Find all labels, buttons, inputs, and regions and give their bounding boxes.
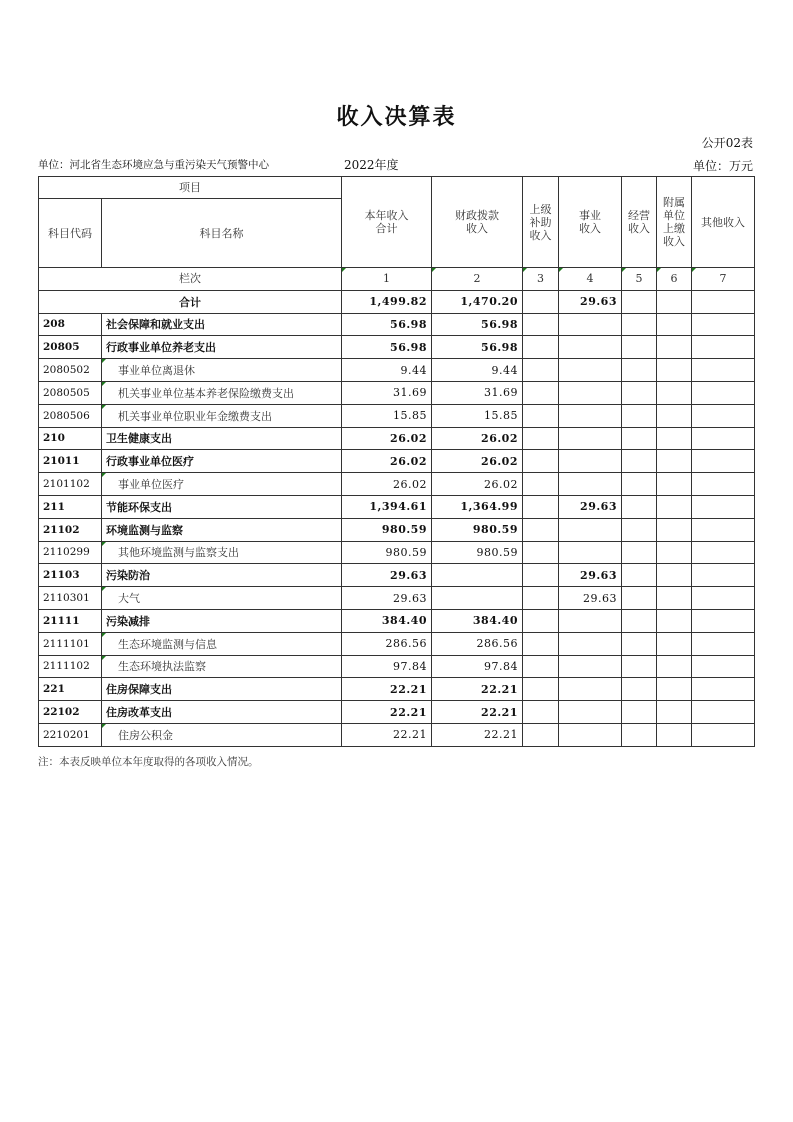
- other-income: [692, 313, 755, 336]
- other-income: [692, 609, 755, 632]
- table-row: [39, 359, 755, 382]
- footnote: 注：本表反映单位本年度取得的各项收入情况。: [38, 756, 259, 768]
- affiliated-unit-income: [657, 655, 692, 678]
- header-col6: 附属 单位 上缴 收入: [657, 177, 692, 268]
- operating-income: [622, 701, 657, 724]
- superior-subsidy: [523, 404, 559, 427]
- table-row: [39, 587, 755, 610]
- total-label: 合计: [39, 290, 342, 313]
- business-income: [559, 336, 622, 359]
- business-income: [559, 723, 622, 746]
- operating-income: [622, 564, 657, 587]
- table-row: [39, 518, 755, 541]
- other-income: [692, 632, 755, 655]
- table-row: [39, 564, 755, 587]
- business-income: 29.63: [559, 495, 622, 518]
- total-income: 22.21: [342, 678, 432, 701]
- superior-subsidy: [523, 723, 559, 746]
- fiscal-appropriation: [432, 587, 523, 610]
- other-income: [692, 564, 755, 587]
- fiscal-appropriation: 22.21: [432, 701, 523, 724]
- fiscal-appropriation: 22.21: [432, 723, 523, 746]
- total-col4: 29.63: [559, 290, 622, 313]
- subject-code: 2101102: [39, 473, 102, 496]
- column-index: 7: [692, 268, 755, 291]
- table-row: [39, 701, 755, 724]
- subject-code: 2110301: [39, 587, 102, 610]
- business-income: [559, 655, 622, 678]
- subject-name: 事业单位医疗: [102, 473, 342, 496]
- header-col7: 其他收入: [692, 177, 755, 268]
- subject-name: 行政事业单位养老支出: [102, 336, 342, 359]
- other-income: [692, 359, 755, 382]
- subject-name: 污染减排: [102, 609, 342, 632]
- affiliated-unit-income: [657, 450, 692, 473]
- affiliated-unit-income: [657, 587, 692, 610]
- table-row: [39, 609, 755, 632]
- other-income: [692, 723, 755, 746]
- operating-income: [622, 541, 657, 564]
- superior-subsidy: [523, 381, 559, 404]
- header-name: 科目名称: [102, 199, 342, 268]
- column-index: 5: [622, 268, 657, 291]
- total-income: 56.98: [342, 313, 432, 336]
- total-income: 384.40: [342, 609, 432, 632]
- subject-name: 事业单位离退休: [102, 359, 342, 382]
- affiliated-unit-income: [657, 427, 692, 450]
- reporting-unit: 单位：河北省生态环境应急与重污染天气预警中心: [38, 159, 269, 171]
- fiscal-appropriation: 9.44: [432, 359, 523, 382]
- business-income: [559, 313, 622, 336]
- other-income: [692, 381, 755, 404]
- other-income: [692, 655, 755, 678]
- table-row: [39, 723, 755, 746]
- superior-subsidy: [523, 427, 559, 450]
- subject-name: 住房保障支出: [102, 678, 342, 701]
- subject-name: 生态环境监测与信息: [102, 632, 342, 655]
- subject-code: 21011: [39, 450, 102, 473]
- subject-code: 211: [39, 495, 102, 518]
- affiliated-unit-income: [657, 723, 692, 746]
- total-income: 26.02: [342, 473, 432, 496]
- superior-subsidy: [523, 678, 559, 701]
- header-project: 项目: [39, 177, 342, 199]
- header-col4: 事业 收入: [559, 177, 622, 268]
- other-income: [692, 473, 755, 496]
- affiliated-unit-income: [657, 495, 692, 518]
- business-income: [559, 427, 622, 450]
- total-col5: [622, 290, 657, 313]
- table-row: [39, 541, 755, 564]
- operating-income: [622, 427, 657, 450]
- operating-income: [622, 632, 657, 655]
- subject-name: 卫生健康支出: [102, 427, 342, 450]
- table-row: [39, 473, 755, 496]
- other-income: [692, 701, 755, 724]
- superior-subsidy: [523, 495, 559, 518]
- subject-code: 21103: [39, 564, 102, 587]
- superior-subsidy: [523, 609, 559, 632]
- column-index: 1: [342, 268, 432, 291]
- header-code: 科目代码: [39, 199, 102, 268]
- affiliated-unit-income: [657, 609, 692, 632]
- subject-code: 208: [39, 313, 102, 336]
- fiscal-appropriation: 26.02: [432, 473, 523, 496]
- business-income: [559, 518, 622, 541]
- operating-income: [622, 655, 657, 678]
- subject-code: 2080506: [39, 404, 102, 427]
- affiliated-unit-income: [657, 336, 692, 359]
- operating-income: [622, 450, 657, 473]
- total-income: 1,394.61: [342, 495, 432, 518]
- table-row: [39, 381, 755, 404]
- fiscal-appropriation: 15.85: [432, 404, 523, 427]
- other-income: [692, 518, 755, 541]
- superior-subsidy: [523, 336, 559, 359]
- superior-subsidy: [523, 701, 559, 724]
- affiliated-unit-income: [657, 518, 692, 541]
- fiscal-appropriation: 26.02: [432, 450, 523, 473]
- total-income: 26.02: [342, 450, 432, 473]
- column-index: 4: [559, 268, 622, 291]
- operating-income: [622, 609, 657, 632]
- total-income: 15.85: [342, 404, 432, 427]
- fiscal-appropriation: 384.40: [432, 609, 523, 632]
- subject-name: 住房公积金: [102, 723, 342, 746]
- total-income: 97.84: [342, 655, 432, 678]
- business-income: [559, 701, 622, 724]
- table-row: [39, 632, 755, 655]
- total-income: 26.02: [342, 427, 432, 450]
- other-income: [692, 336, 755, 359]
- superior-subsidy: [523, 587, 559, 610]
- total-col1: 1,499.82: [342, 290, 432, 313]
- subject-name: 社会保障和就业支出: [102, 313, 342, 336]
- total-income: 980.59: [342, 541, 432, 564]
- business-income: 29.63: [559, 587, 622, 610]
- subject-code: 21102: [39, 518, 102, 541]
- affiliated-unit-income: [657, 359, 692, 382]
- table-row: [39, 336, 755, 359]
- subject-name: 住房改革支出: [102, 701, 342, 724]
- business-income: [559, 678, 622, 701]
- operating-income: [622, 678, 657, 701]
- table-row: [39, 404, 755, 427]
- subject-code: 210: [39, 427, 102, 450]
- total-col6: [657, 290, 692, 313]
- total-income: 22.21: [342, 723, 432, 746]
- operating-income: [622, 313, 657, 336]
- superior-subsidy: [523, 359, 559, 382]
- subject-name: 大气: [102, 587, 342, 610]
- header-col5: 经营 收入: [622, 177, 657, 268]
- table-row: [39, 655, 755, 678]
- affiliated-unit-income: [657, 564, 692, 587]
- affiliated-unit-income: [657, 381, 692, 404]
- income-table: [38, 176, 755, 747]
- table-row: [39, 427, 755, 450]
- subject-code: 2110299: [39, 541, 102, 564]
- header-col3: 上级 补助 收入: [523, 177, 559, 268]
- affiliated-unit-income: [657, 313, 692, 336]
- affiliated-unit-income: [657, 473, 692, 496]
- subject-code: 2080502: [39, 359, 102, 382]
- total-col2: 1,470.20: [432, 290, 523, 313]
- subject-name: 污染防治: [102, 564, 342, 587]
- subject-code: 2111101: [39, 632, 102, 655]
- column-index-label: 栏次: [39, 268, 342, 291]
- business-income: 29.63: [559, 564, 622, 587]
- subject-code: 2080505: [39, 381, 102, 404]
- operating-income: [622, 495, 657, 518]
- column-index: 3: [523, 268, 559, 291]
- table-row: [39, 450, 755, 473]
- fiscal-appropriation: 1,364.99: [432, 495, 523, 518]
- column-index: 2: [432, 268, 523, 291]
- subject-code: 2111102: [39, 655, 102, 678]
- fiscal-appropriation: 56.98: [432, 313, 523, 336]
- fiscal-year: 2022年度: [344, 158, 399, 172]
- subject-code: 21111: [39, 609, 102, 632]
- business-income: [559, 541, 622, 564]
- fiscal-appropriation: 26.02: [432, 427, 523, 450]
- subject-code: 22102: [39, 701, 102, 724]
- operating-income: [622, 359, 657, 382]
- subject-name: 节能环保支出: [102, 495, 342, 518]
- affiliated-unit-income: [657, 541, 692, 564]
- other-income: [692, 678, 755, 701]
- subject-name: 环境监测与监察: [102, 518, 342, 541]
- other-income: [692, 541, 755, 564]
- affiliated-unit-income: [657, 632, 692, 655]
- operating-income: [622, 723, 657, 746]
- fiscal-appropriation: 31.69: [432, 381, 523, 404]
- total-col3: [523, 290, 559, 313]
- fiscal-appropriation: 980.59: [432, 541, 523, 564]
- fiscal-appropriation: 22.21: [432, 678, 523, 701]
- business-income: [559, 359, 622, 382]
- fiscal-appropriation: 56.98: [432, 336, 523, 359]
- fiscal-appropriation: 980.59: [432, 518, 523, 541]
- table-row: [39, 678, 755, 701]
- subject-name: 生态环境执法监察: [102, 655, 342, 678]
- header-col1: 本年收入 合计: [342, 177, 432, 268]
- fiscal-appropriation: 97.84: [432, 655, 523, 678]
- operating-income: [622, 518, 657, 541]
- superior-subsidy: [523, 655, 559, 678]
- operating-income: [622, 336, 657, 359]
- total-income: 286.56: [342, 632, 432, 655]
- total-income: 29.63: [342, 587, 432, 610]
- business-income: [559, 404, 622, 427]
- operating-income: [622, 381, 657, 404]
- superior-subsidy: [523, 518, 559, 541]
- superior-subsidy: [523, 313, 559, 336]
- header-col2: 财政拨款 收入: [432, 177, 523, 268]
- total-row: [39, 290, 755, 313]
- table-row: [39, 313, 755, 336]
- total-income: 9.44: [342, 359, 432, 382]
- subject-name: 机关事业单位职业年金缴费支出: [102, 404, 342, 427]
- business-income: [559, 381, 622, 404]
- currency-unit: 单位：万元: [692, 159, 753, 173]
- superior-subsidy: [523, 450, 559, 473]
- fiscal-appropriation: [432, 564, 523, 587]
- page-title: 收入决算表: [336, 104, 457, 130]
- subject-name: 机关事业单位基本养老保险缴费支出: [102, 381, 342, 404]
- fiscal-appropriation: 286.56: [432, 632, 523, 655]
- operating-income: [622, 404, 657, 427]
- affiliated-unit-income: [657, 701, 692, 724]
- affiliated-unit-income: [657, 404, 692, 427]
- total-income: 22.21: [342, 701, 432, 724]
- other-income: [692, 427, 755, 450]
- total-col7: [692, 290, 755, 313]
- total-income: 980.59: [342, 518, 432, 541]
- total-income: 29.63: [342, 564, 432, 587]
- total-income: 31.69: [342, 381, 432, 404]
- subject-code: 221: [39, 678, 102, 701]
- total-income: 56.98: [342, 336, 432, 359]
- subject-code: 2210201: [39, 723, 102, 746]
- superior-subsidy: [523, 473, 559, 496]
- other-income: [692, 495, 755, 518]
- superior-subsidy: [523, 541, 559, 564]
- business-income: [559, 450, 622, 473]
- column-index: 6: [657, 268, 692, 291]
- other-income: [692, 587, 755, 610]
- superior-subsidy: [523, 564, 559, 587]
- business-income: [559, 632, 622, 655]
- subject-name: 行政事业单位医疗: [102, 450, 342, 473]
- subject-name: 其他环境监测与监察支出: [102, 541, 342, 564]
- business-income: [559, 473, 622, 496]
- superior-subsidy: [523, 632, 559, 655]
- subject-code: 20805: [39, 336, 102, 359]
- operating-income: [622, 587, 657, 610]
- form-number: 公开02表: [701, 136, 753, 150]
- other-income: [692, 404, 755, 427]
- other-income: [692, 450, 755, 473]
- operating-income: [622, 473, 657, 496]
- table-row: [39, 495, 755, 518]
- business-income: [559, 609, 622, 632]
- affiliated-unit-income: [657, 678, 692, 701]
